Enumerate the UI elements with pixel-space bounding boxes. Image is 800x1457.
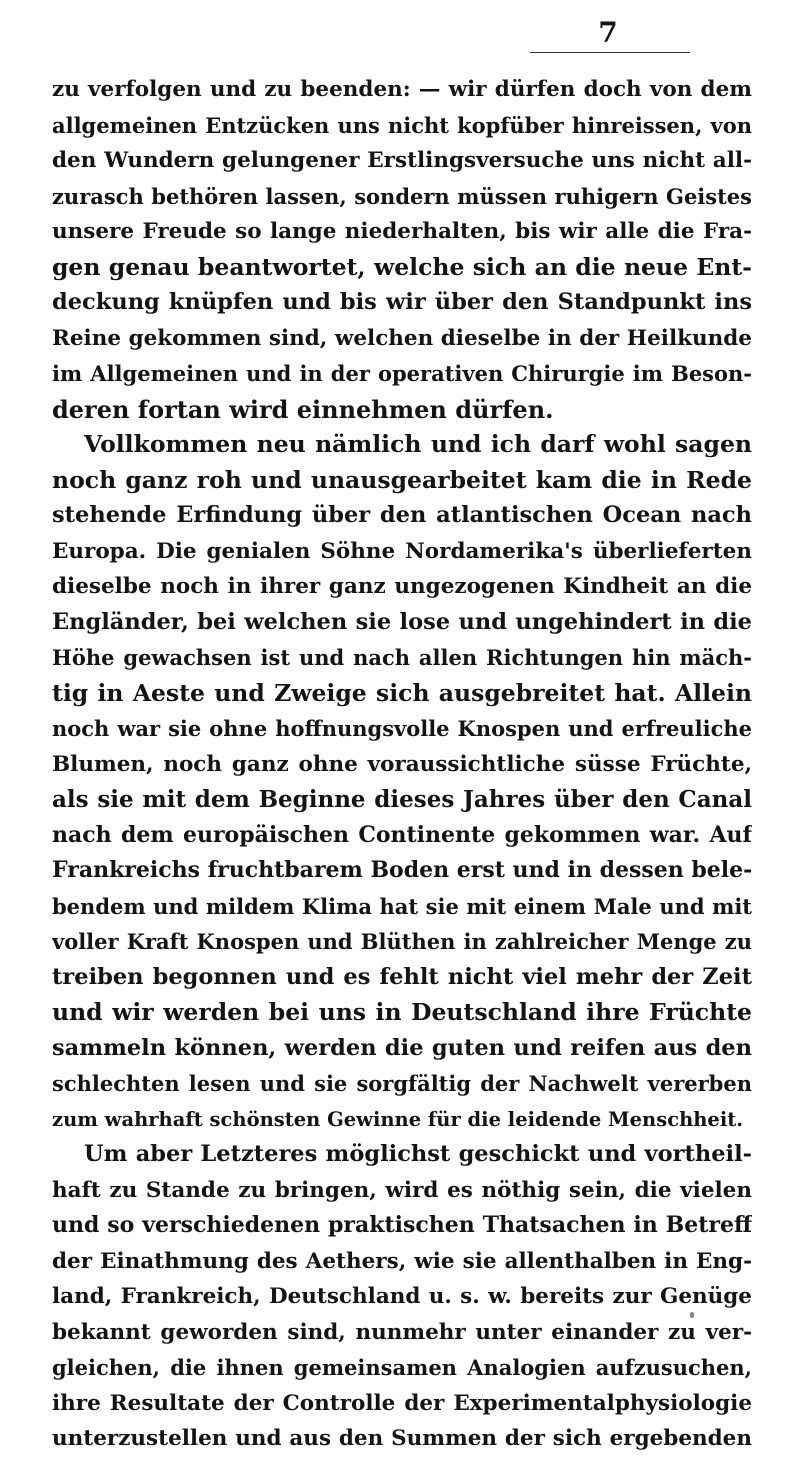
text-line: noch ganz roh und unausgearbeitet kam die in Rede: [52, 465, 752, 494]
text-line: allgemeinen Entzücken uns nicht kopfüber hinreissen, von: [52, 112, 752, 138]
header-rule: [530, 52, 690, 53]
body-text: [52, 72, 752, 1457]
text-line: der Einathmung des Aethers, wie sie allenthalben in Eng-: [52, 1248, 752, 1274]
text-line: bekannt geworden sind, nunmehr unter einander zu ver-: [52, 1319, 752, 1345]
text-line: ihre Resultate der Controlle der Experimentalphysiologie: [52, 1390, 752, 1416]
text-line: dieselbe noch in ihrer ganz ungezogenen Kindheit an die: [52, 574, 752, 599]
text-line: unsere Freude so lange niederhalten, bis wir alle die Fra-: [52, 219, 752, 244]
text-line: als sie mit dem Beginne dieses Jahres über den Canal: [52, 786, 752, 813]
text-line: und wir werden bei uns in Deutschland ihre Früchte: [52, 998, 752, 1026]
text-line: unterzustellen und aus den Summen der sich ergebenden: [52, 1426, 752, 1451]
text-line: haft zu Stande zu bringen, wird es nöthig sein, die vielen: [52, 1177, 752, 1203]
text-line: zu verfolgen und zu beenden: — wir dürfen doch von dem: [52, 77, 752, 102]
text-line: den Wundern gelungener Erstlingsversuche uns nicht all-: [52, 148, 752, 173]
text-line: sammeln können, werden die guten und reifen aus den: [52, 1034, 752, 1061]
text-line: Reine gekommen sind, welchen dieselbe in der Heilkunde: [52, 325, 752, 351]
text-line: Blumen, noch ganz ohne voraussichtliche süsse Früchte,: [52, 751, 752, 777]
text-line: Engländer, bei welchen sie lose und ungehindert in die: [52, 608, 752, 635]
text-line: gleichen, die ihnen gemeinsamen Analogien aufzusuchen,: [52, 1355, 752, 1380]
text-line: stehende Erfindung über den atlantischen Ocean nach: [52, 502, 752, 528]
text-line: tig in Aeste und Zweige sich ausgebreitet hat. Allein: [52, 678, 752, 707]
text-line: Höhe gewachsen ist und nach allen Richtungen hin mäch-: [52, 645, 752, 670]
text-line: treiben begonnen und es fehlt nicht viel mehr der Zeit: [52, 963, 752, 990]
text-line: bendem und mildem Klima hat sie mit einem Male und mit: [52, 893, 752, 919]
text-line: noch war sie ohne hoffnungsvolle Knospen und erfreuliche: [52, 716, 752, 741]
text-line: nach dem europäischen Continente gekommen war. Auf: [52, 821, 752, 848]
text-line: und so verschiedenen praktischen Thatsachen in Betreff: [52, 1212, 752, 1238]
text-line: deckung knüpfen und bis wir über den Standpunkt ins: [52, 289, 752, 315]
text-line: schlechten lesen und sie sorgfältig der Nachwelt vererben: [52, 1071, 752, 1096]
text-line: land, Frankreich, Deutschland u. s. w. bereits zur Genüge: [52, 1284, 752, 1309]
text-line: Europa. Die genialen Söhne Nordamerika's überlieferten: [52, 538, 752, 564]
ink-speck: [690, 1312, 694, 1318]
text-line: Frankreichs fruchtbarem Boden erst und in dessen bele-: [52, 857, 752, 883]
page-number: 7: [598, 16, 618, 49]
text-line: voller Kraft Knospen und Blüthen in zahlreicher Menge zu: [52, 929, 752, 954]
text-line: Vollkommen neu nämlich und ich darf wohl sagen: [84, 430, 752, 458]
text-line: deren fortan wird einnehmen dürfen.: [52, 394, 554, 424]
text-line: gen genau beantwortet, welche sich an die neue Ent-: [52, 252, 752, 281]
text-line: zum wahrhaft schönsten Gewinne für die leidende Menschheit.: [52, 1107, 744, 1131]
text-line: im Allgemeinen und in der operativen Chirurgie im Beson-: [52, 361, 752, 386]
text-line: zurasch bethören lassen, sondern müssen ruhigern Geistes: [52, 183, 752, 209]
text-line: Um aber Letzteres möglichst geschickt und vortheil-: [84, 1141, 752, 1167]
